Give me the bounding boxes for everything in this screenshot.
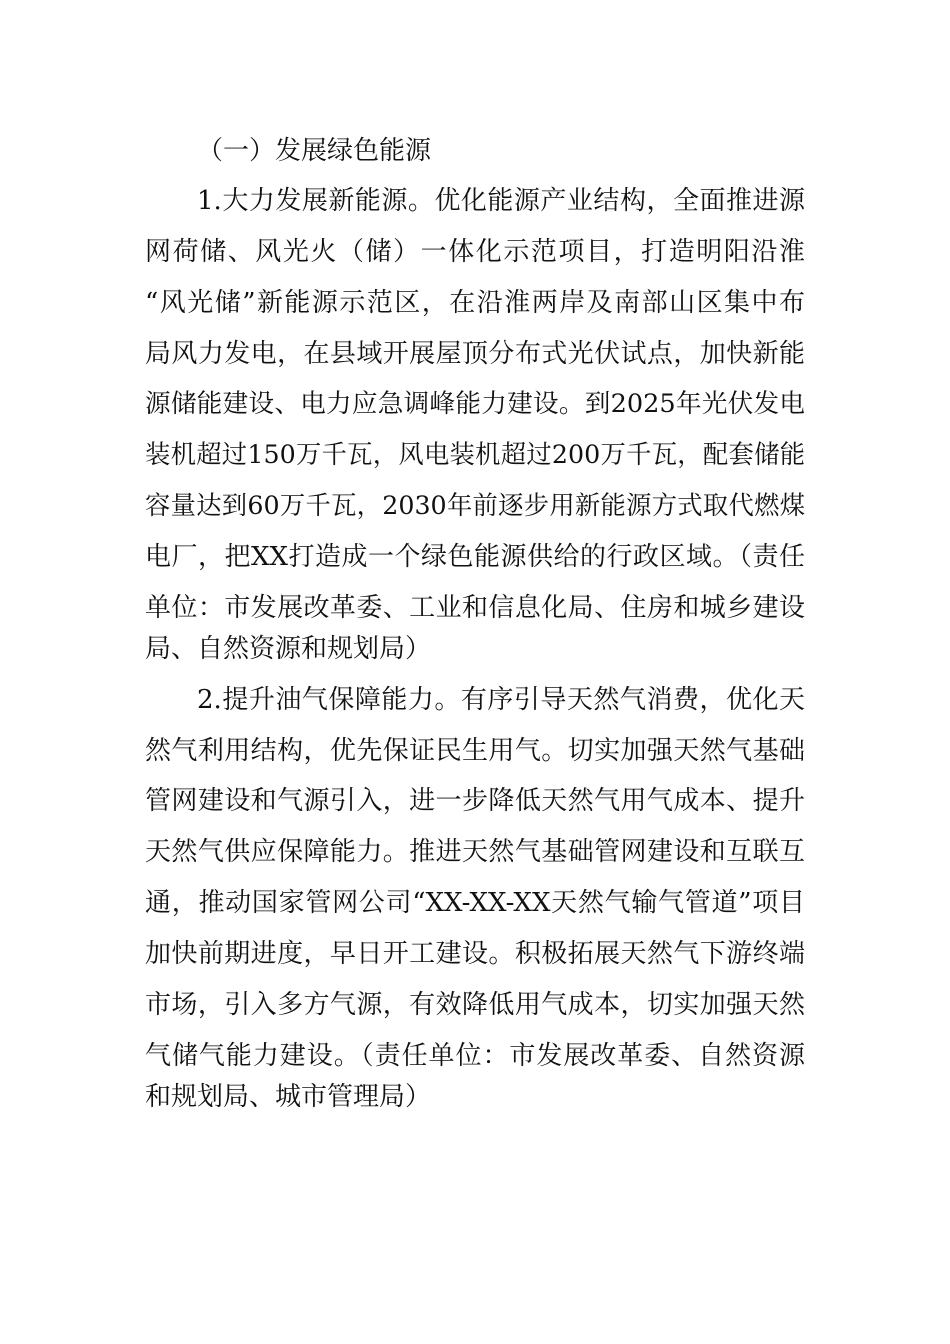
- paragraph-1-line-9: 单位：市发展改革委、工业和信息化局、住房和城乡建设: [145, 593, 805, 623]
- paragraph-2-line-6: 加快前期进度，早日开工建设。积极拓展天然气下游终端: [145, 939, 805, 969]
- paragraph-1-line-1: 1.大力发展新能源。优化能源产业结构，全面推进源: [197, 186, 805, 216]
- paragraph-1-line-6: 装机超过150万千瓦，风电装机超过200万千瓦，配套储能: [145, 440, 805, 469]
- paragraph-1-line-3: “风光储”新能源示范区，在沿淮两岸及南部山区集中布: [145, 288, 805, 318]
- paragraph-1-line-8: 电厂，把XX打造成一个绿色能源供给的行政区域。（责任: [145, 542, 805, 572]
- paragraph-2-line-8: 气储气能力建设。（责任单位：市发展改革委、自然资源: [145, 1041, 805, 1071]
- section-heading: （一）发展绿色能源: [197, 136, 432, 166]
- paragraph-1-line-2: 网荷储、风光火（储）一体化示范项目，打造明阳沿淮: [145, 237, 805, 267]
- paragraph-1-line-5: 源储能建设、电力应急调峰能力建设。到2025年光伏发电: [145, 389, 805, 419]
- paragraph-2-line-3: 管网建设和气源引入，进一步降低天然气用气成本、提升: [145, 786, 805, 816]
- paragraph-2-line-9: 和规划局、城市管理局）: [145, 1082, 432, 1112]
- paragraph-1-line-10: 局、自然资源和规划局）: [145, 634, 432, 664]
- paragraph-2-line-4: 天然气供应保障能力。推进天然气基础管网建设和互联互: [145, 837, 805, 867]
- paragraph-2-line-2: 然气利用结构，优先保证民生用气。切实加强天然气基础: [145, 736, 805, 766]
- paragraph-2-line-1: 2.提升油气保障能力。有序引导天然气消费，优化天: [197, 685, 805, 715]
- paragraph-2-line-5: 通，推动国家管网公司“XX-XX-XX天然气输气管道”项目: [145, 888, 805, 918]
- paragraph-1-line-4: 局风力发电，在县域开展屋顶分布式光伏试点，加快新能: [145, 339, 805, 369]
- paragraph-2-line-7: 市场，引入多方气源，有效降低用气成本，切实加强天然: [145, 990, 805, 1020]
- paragraph-1-line-7: 容量达到60万千瓦，2030年前逐步用新能源方式取代燃煤: [145, 491, 805, 520]
